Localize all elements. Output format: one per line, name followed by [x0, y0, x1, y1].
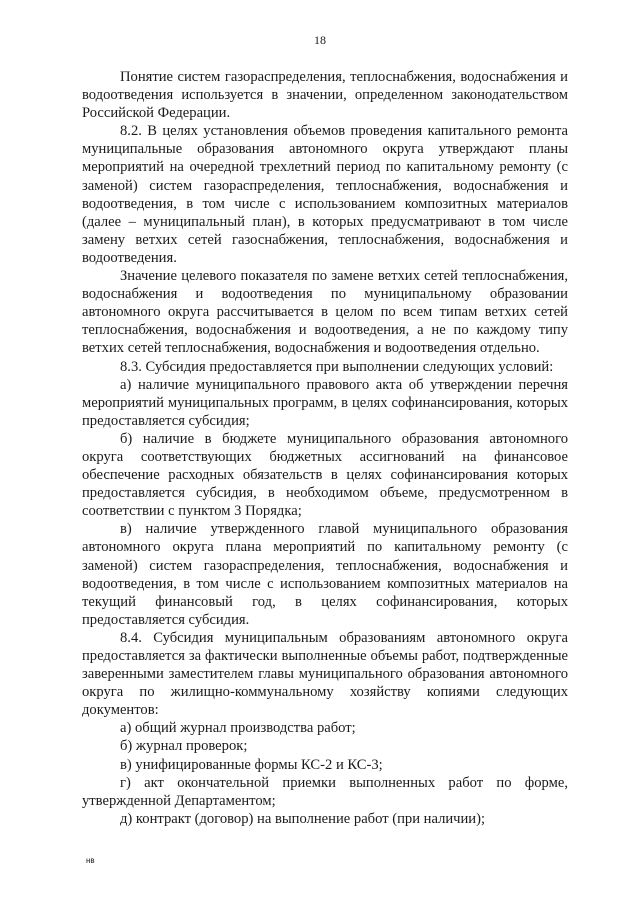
- list-item-condition-a: а) наличие муниципального правового акта об утверждении перечня мероприятий муниципальных программ, в целях софинансирования, которых предоставляется субсидия;: [82, 376, 568, 429]
- paragraph-8-4: 8.4. Субсидия муниципальным образованиям автономного округа предоставляется за фактически выполненные объемы работ, подтвержденные заверенными заместителем главы муниципального образования автономного округа по жилищно-коммунальному хозяйству копиями следующих документов:: [82, 629, 568, 719]
- list-item-condition-b: б) наличие в бюджете муниципального образования автономного округа соответствующих бюджетных ассигнований на финансовое обеспечение расходных обязательств в целях софинансирования которых предоставляется субсидия, в необходимом объеме, предусмотренном в соответствии с пунктом 3 Порядка;: [82, 430, 568, 520]
- paragraph-target-indicator: Значение целевого показателя по замене ветхих сетей теплоснабжения, водоснабжения и водоотведения по муниципальному образовании автономного округа рассчитывается в целом по всем типам ветхих сетей теплоснабжения, водоснабжения и водоотведения, а не по каждому типу ветхих сетей теплоснабжения, водоснабжения и водоотведения отдельно.: [82, 268, 568, 357]
- list-item-document-a: а) общий журнал производства работ;: [120, 720, 356, 737]
- paragraph-definition: Понятие систем газораспределения, теплоснабжения, водоснабжения и водоотведения используется в значении, определенном законодательством Российской Федерации.: [82, 69, 568, 122]
- footer-mark: нв: [86, 856, 95, 865]
- paragraph-8-3: 8.3. Субсидия предоставляется при выполнении следующих условий:: [120, 358, 554, 375]
- list-item-document-d: г) акт окончательной приемки выполненных работ по форме, утвержденной Департаментом;: [82, 774, 568, 809]
- paragraph-8-2: 8.2. В целях установления объемов проведения капитального ремонта муниципальные образования автономного округа утверждают планы мероприятий на очередной трехлетний период по капитальному ремонту (с заменой) систем газораспределения, теплоснабжения, водоснабжения и водоотведения, в том числе с использованием композитных материалов (далее – муниципальный план), в которых предусматривают в том числе замену ветхих сетей газоснабжения, теплоснабжения, водоснабжения и водоотведения.: [82, 123, 568, 266]
- list-item-document-e: д) контракт (договор) на выполнение работ (при наличии);: [120, 810, 486, 827]
- list-item-condition-c: в) наличие утвержденного главой муниципального образования автономного округа плана мероприятий по капитальному ремонту (с заменой) систем газораспределения, теплоснабжения, водоснабжения и водоотведения, в том числе с использованием композитных материалов на текущий финансовый год, в целях софинансирования, которых предоставляется субсидия.: [82, 521, 568, 628]
- list-item-document-c: в) унифицированные формы КС-2 и КС-3;: [120, 756, 383, 773]
- page-number: 18: [314, 33, 326, 47]
- list-item-document-b: б) журнал проверок;: [120, 738, 248, 755]
- document-body: [82, 68, 568, 828]
